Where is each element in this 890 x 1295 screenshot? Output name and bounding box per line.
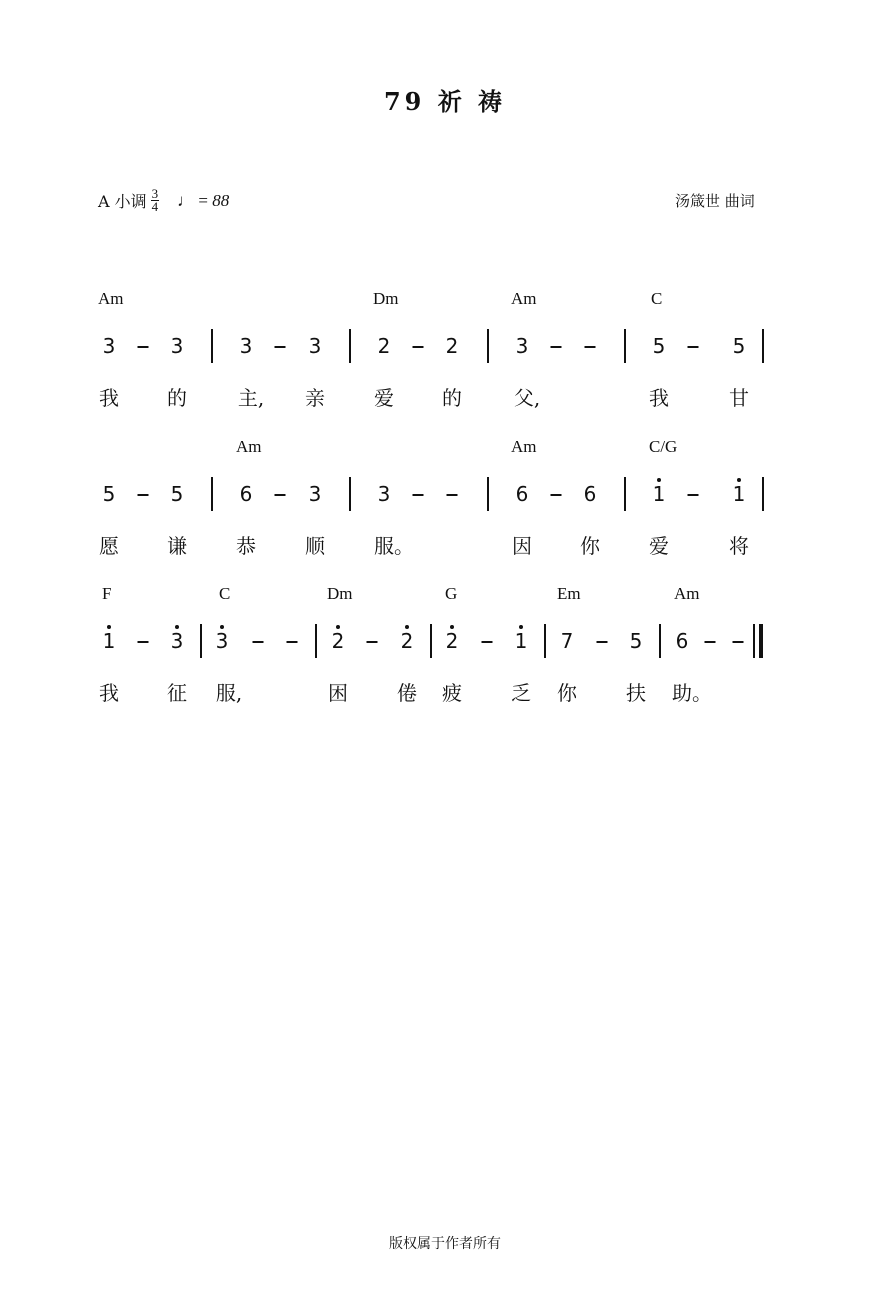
lyric: 我 <box>649 386 669 410</box>
note: 5 <box>652 334 666 358</box>
dash <box>551 346 562 348</box>
chord: G <box>445 584 458 603</box>
dash <box>482 641 493 643</box>
dash <box>585 346 596 348</box>
dash <box>413 494 424 496</box>
chord: Am <box>674 584 700 603</box>
note: 5 <box>170 482 184 506</box>
bar-line <box>624 477 626 511</box>
lyric: 父, <box>513 386 541 410</box>
lyric: 服。 <box>374 534 414 558</box>
lyric: 扶 <box>626 681 646 705</box>
chord: Am <box>236 437 262 456</box>
bar-line <box>211 329 213 363</box>
lyric: 愿 <box>99 534 119 558</box>
note: 6 <box>675 629 689 653</box>
lyric: 我 <box>99 681 119 705</box>
note: 3 <box>170 334 184 358</box>
note: 1 <box>732 482 746 506</box>
bar-line <box>315 624 317 658</box>
lyric: 困 <box>328 681 348 705</box>
note: 2 <box>331 629 345 653</box>
dash <box>138 641 149 643</box>
lyric: 亲 <box>305 386 325 410</box>
bar-line <box>762 329 764 363</box>
note: 2 <box>400 629 414 653</box>
note: 6 <box>583 482 597 506</box>
dash <box>253 641 264 643</box>
lyric: 征 <box>167 681 187 705</box>
lyric: 因 <box>512 534 532 558</box>
chord: C <box>219 584 231 603</box>
lyric: 甘 <box>729 386 749 410</box>
lyric: 爱 <box>649 534 669 558</box>
lyric: 顺 <box>305 534 325 558</box>
note: 5 <box>732 334 746 358</box>
note: 3 <box>102 334 116 358</box>
bar-line <box>211 477 213 511</box>
chord: Dm <box>327 584 353 603</box>
time-signature <box>151 188 160 213</box>
bar-line <box>349 477 351 511</box>
dash <box>413 346 424 348</box>
note: 3 <box>308 334 322 358</box>
note: 6 <box>239 482 253 506</box>
lyric: 爱 <box>374 386 394 410</box>
composer-credit: 汤箴世 曲词 <box>675 192 755 210</box>
chord: Dm <box>373 289 399 308</box>
note: 7 <box>560 629 574 653</box>
lyric: 疲 <box>442 681 462 705</box>
quarter-note-icon: ♩ <box>177 190 195 210</box>
dash <box>447 494 458 496</box>
final-bar-thin <box>753 624 755 658</box>
dash <box>733 641 744 643</box>
dash <box>597 641 608 643</box>
copyright-footer: 版权属于作者所有 <box>389 1236 501 1252</box>
dash <box>705 641 716 643</box>
dash <box>138 346 149 348</box>
bar-line <box>762 477 764 511</box>
bar-line <box>544 624 546 658</box>
bar-line <box>487 477 489 511</box>
bar-line <box>430 624 432 658</box>
dash <box>688 346 699 348</box>
note: 3 <box>515 334 529 358</box>
lyric: 将 <box>729 534 749 558</box>
chord: C/G <box>649 437 678 456</box>
note: 3 <box>215 629 229 653</box>
lyric: 乏 <box>511 681 531 705</box>
song-title: 79 祈 祷 <box>383 87 507 116</box>
dash <box>275 494 286 496</box>
chord: Em <box>557 584 581 603</box>
lyric: 的 <box>442 386 462 410</box>
note: 2 <box>445 629 459 653</box>
lyric: 助。 <box>672 681 712 705</box>
lyric: 谦 <box>167 534 187 558</box>
note: 5 <box>629 629 643 653</box>
time-numerator: 3 <box>151 186 159 201</box>
note: 5 <box>102 482 116 506</box>
bar-line <box>349 329 351 363</box>
chord: Am <box>511 289 537 308</box>
key-signature: A 小调 <box>98 192 147 211</box>
bar-line <box>487 329 489 363</box>
note: 6 <box>515 482 529 506</box>
tempo-equals: = <box>198 190 208 210</box>
note: 3 <box>239 334 253 358</box>
song-meta <box>98 188 229 213</box>
chord: F <box>102 584 112 603</box>
dash <box>287 641 298 643</box>
note: 1 <box>514 629 528 653</box>
bar-line <box>624 329 626 363</box>
final-bar-thick <box>759 624 763 658</box>
lyric: 服, <box>215 681 243 705</box>
lyric: 你 <box>580 534 600 558</box>
chord: Am <box>511 437 537 456</box>
lyric: 你 <box>557 681 577 705</box>
time-denominator: 4 <box>151 199 159 214</box>
lyric: 恭 <box>236 534 256 558</box>
dash <box>367 641 378 643</box>
lyric: 的 <box>167 386 187 410</box>
dash <box>551 494 562 496</box>
tempo-bpm: 88 <box>212 190 230 210</box>
bar-line <box>200 624 202 658</box>
bar-line <box>659 624 661 658</box>
note: 3 <box>308 482 322 506</box>
lyric: 倦 <box>397 681 417 705</box>
lyric: 我 <box>99 386 119 410</box>
note: 2 <box>445 334 459 358</box>
tempo-marking <box>177 191 229 211</box>
dash <box>688 494 699 496</box>
note: 1 <box>652 482 666 506</box>
dash <box>138 494 149 496</box>
note: 2 <box>377 334 391 358</box>
chord: C <box>651 289 663 308</box>
note: 1 <box>102 629 116 653</box>
note: 3 <box>170 629 184 653</box>
dash <box>275 346 286 348</box>
chord: Am <box>98 289 124 308</box>
note: 3 <box>377 482 391 506</box>
lyric: 主, <box>237 386 265 410</box>
